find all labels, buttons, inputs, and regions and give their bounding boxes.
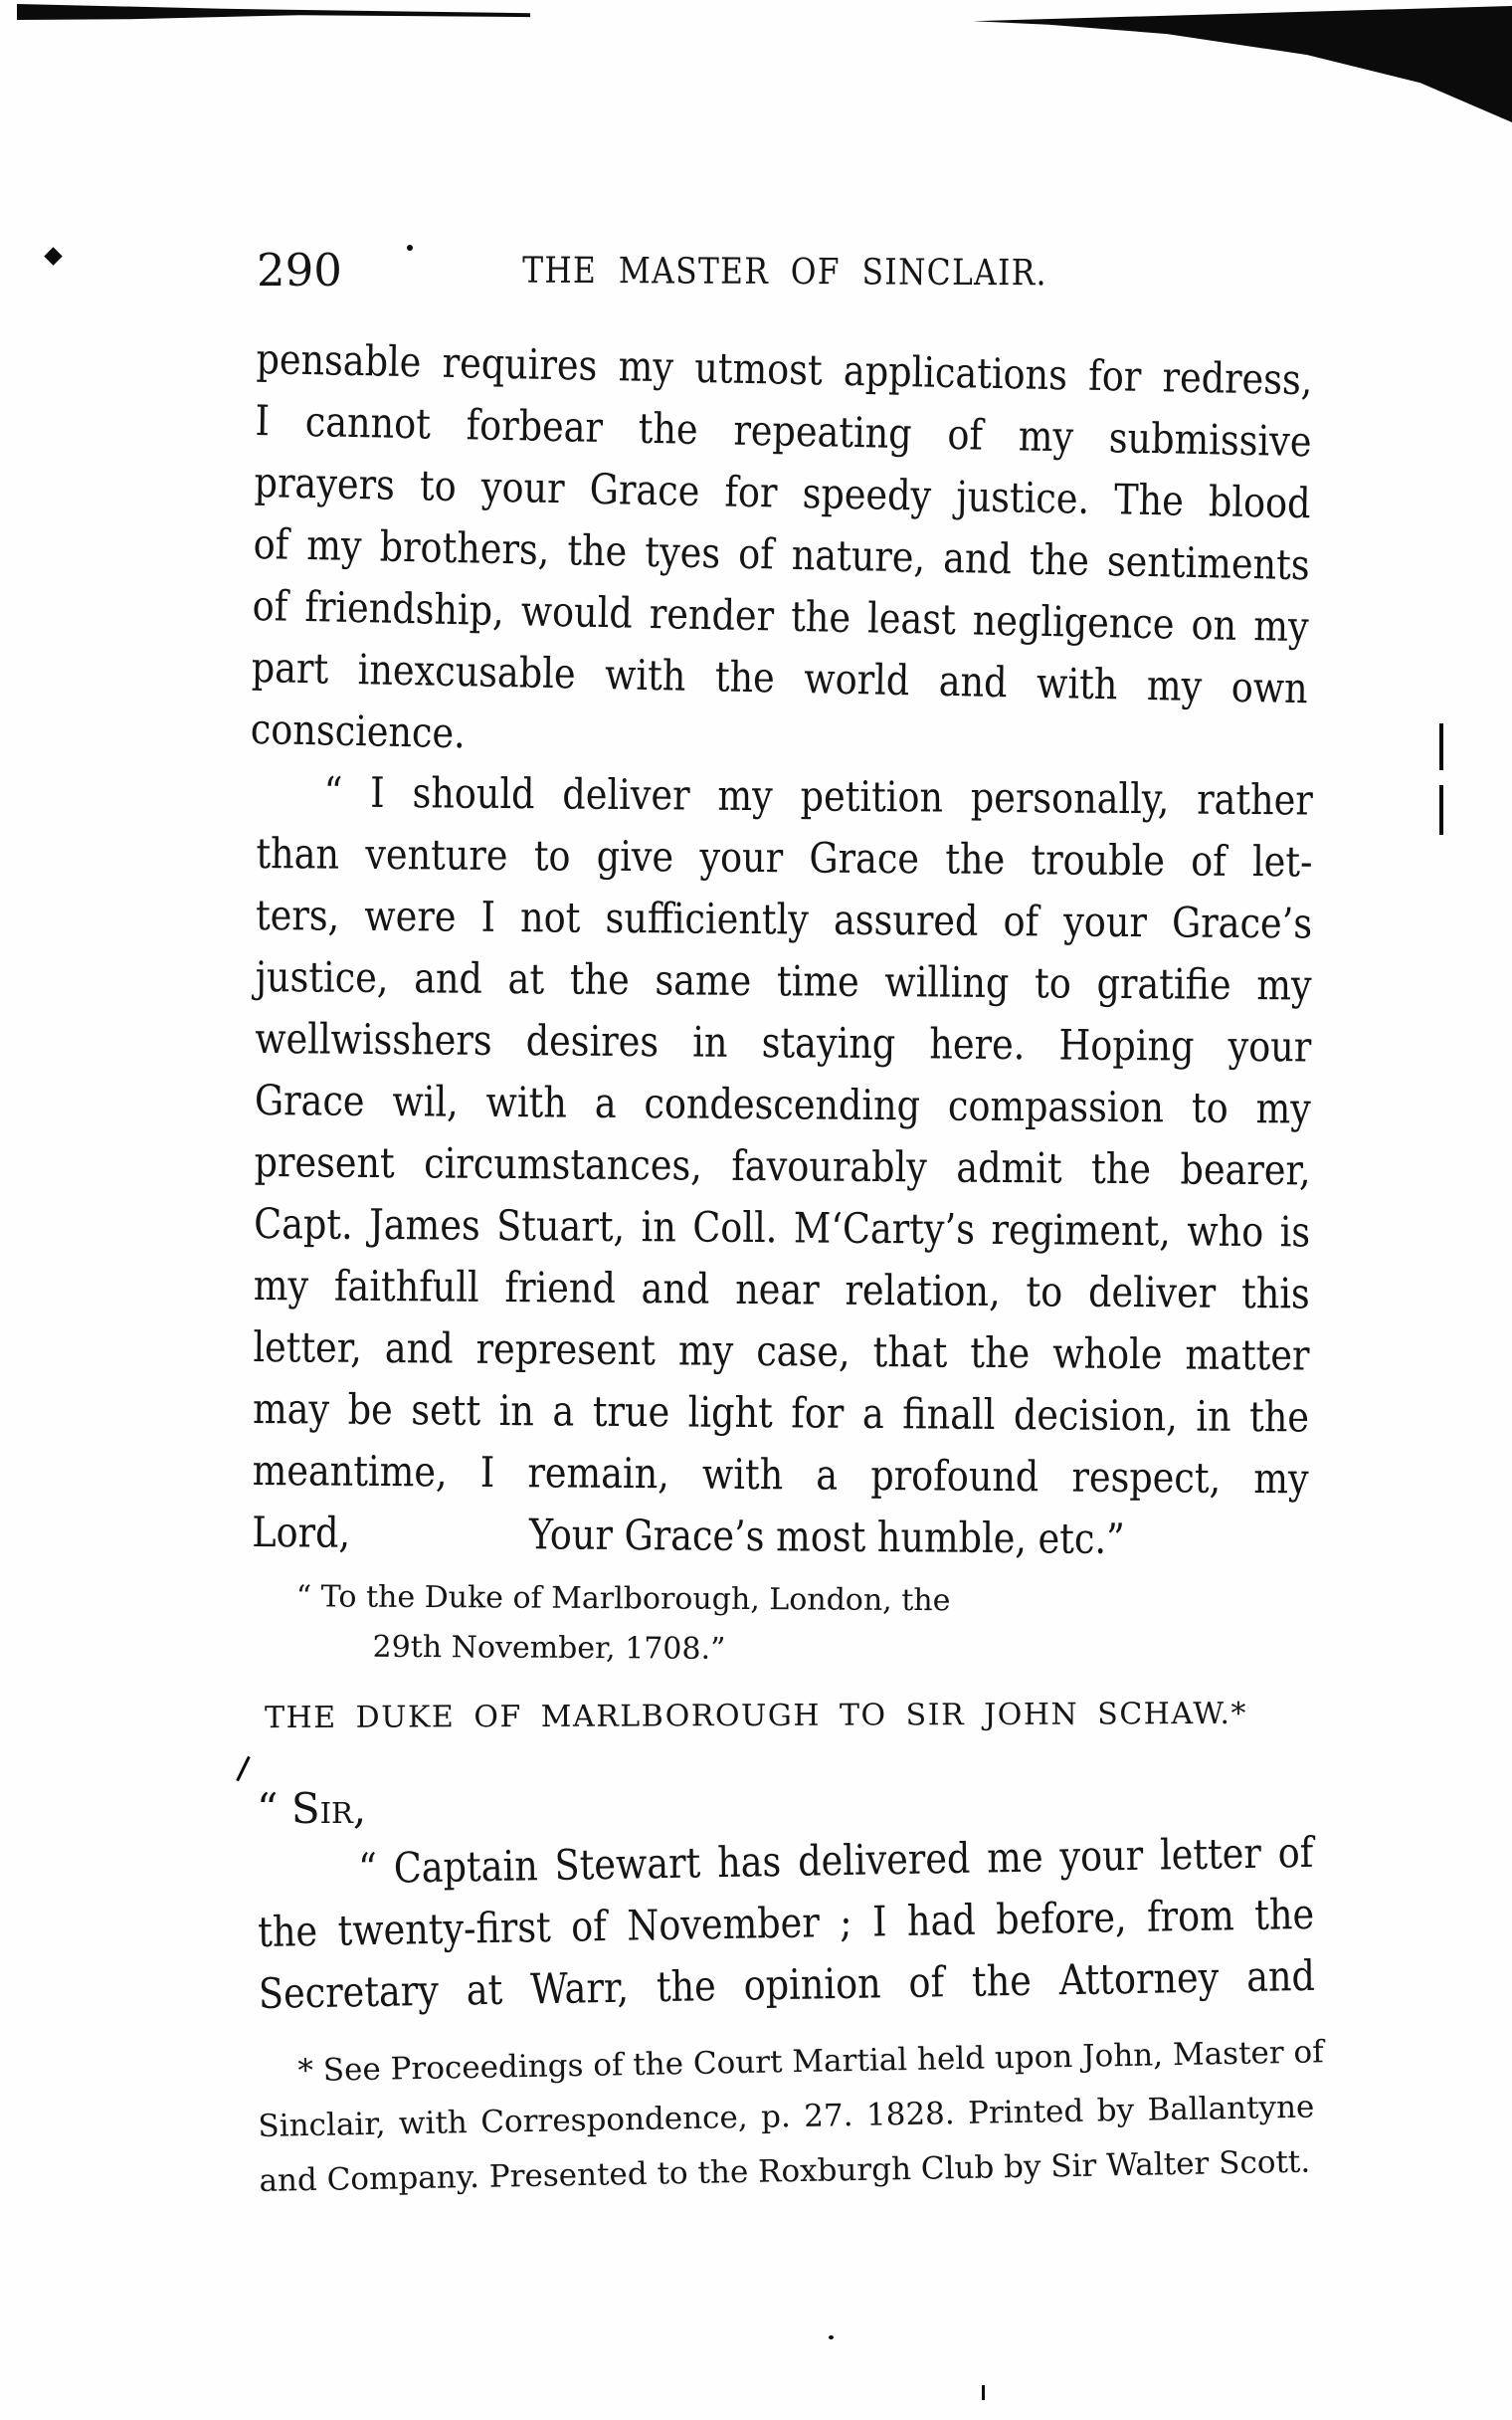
page-header (257, 242, 1313, 302)
text-line: Secretary at Warr, the opinion of the Attorney and (258, 1950, 1316, 2018)
text-line: my faithfull friend and near relation, to deliver this (253, 1260, 1310, 1318)
margin-mark-diamond (44, 247, 62, 265)
text-line: pensable requires my utmost applications for redress, (256, 333, 1313, 405)
closing-signoff: Your Grace’s most humble, etc.” (528, 1510, 1125, 1564)
letter-address-block (256, 1572, 1313, 1678)
text-line: prayers to your Grace for speedy justice. The blood (254, 457, 1311, 528)
text-line: part inexcusable with the world and with my own (251, 642, 1309, 713)
salutation: “ Sir, (257, 1784, 367, 1833)
address-line: “ To the Duke of Marlborough, London, the (295, 1579, 951, 1619)
footnote-line: Sinclair, with Correspondence, p. 27. 1828. Printed by Ballantyne (258, 2089, 1315, 2144)
closing-word-lord: Lord, (252, 1507, 351, 1557)
text-line: of friendship, would render the least negligence on my (252, 580, 1309, 652)
letter-closing-line (252, 1502, 1308, 1572)
page-number: 290 (257, 244, 342, 297)
text-line: meantime, I remain, with a profound respect, my (252, 1445, 1309, 1504)
text-line: of my brothers, the tyes of nature, and the sentiments (253, 518, 1310, 590)
footnote-line: * See Proceedings of the Court Martial held upon John, Master of (297, 2034, 1324, 2090)
letter-paragraph-2 (252, 761, 1313, 1571)
address-line: 29th November, 1708.” (372, 1629, 726, 1667)
letter-paragraph-1 (250, 328, 1312, 781)
text-line: Grace wil, with a condescending compassion to my (254, 1075, 1312, 1133)
ink-tick (982, 2385, 985, 2400)
text-line: conscience. (250, 704, 467, 758)
text-line: may be sett in a true light for a finall decision, in the (252, 1383, 1310, 1442)
text-line: letter, and represent my case, that the whole matter (253, 1321, 1310, 1380)
text-line: I cannot forbear the repeating of my submissive (255, 395, 1312, 467)
section-heading: THE DUKE OF MARLBOROUGH TO SIR JOHN SCHAW.* (264, 1696, 1248, 1736)
text-line: “ I should deliver my petition personally, rather (323, 767, 1313, 825)
footnote-line: and Company. Presented to the Roxburgh Club by Sir Walter Scott. (259, 2143, 1311, 2199)
ink-speck (829, 2335, 834, 2339)
letter2-paragraph (257, 1822, 1315, 2025)
text-line: than venture to give your Grace the trouble of let- (256, 828, 1313, 887)
stray-ink-stroke (236, 1756, 251, 1782)
text-line: wellwisshers desires in staying here. Hoping your (255, 1013, 1312, 1072)
text-line: present circumstances, favourably admit the bearer, (254, 1136, 1311, 1195)
margin-dash-right-1 (1439, 723, 1443, 770)
margin-dash-right-2 (1439, 785, 1443, 835)
text-line: justice, and at the same time willing to gratifie my (255, 951, 1312, 1010)
text-line: Capt. James Stuart, in Coll. M‘Carty’s regiment, who is (254, 1198, 1311, 1257)
running-title: THE MASTER OF SINCLAIR. (522, 250, 1047, 295)
scan-smudge-top-left (17, 4, 530, 20)
text-line: ters, were I not sufficiently assured of your Grace’s (255, 890, 1313, 948)
text-line: the twenty-first of November ; I had before, from the (257, 1889, 1315, 1956)
text-line: “ Captain Stewart has delivered me your letter of (357, 1827, 1314, 1894)
scan-shadow-top-right (973, 6, 1512, 122)
footnote (257, 2026, 1324, 2209)
